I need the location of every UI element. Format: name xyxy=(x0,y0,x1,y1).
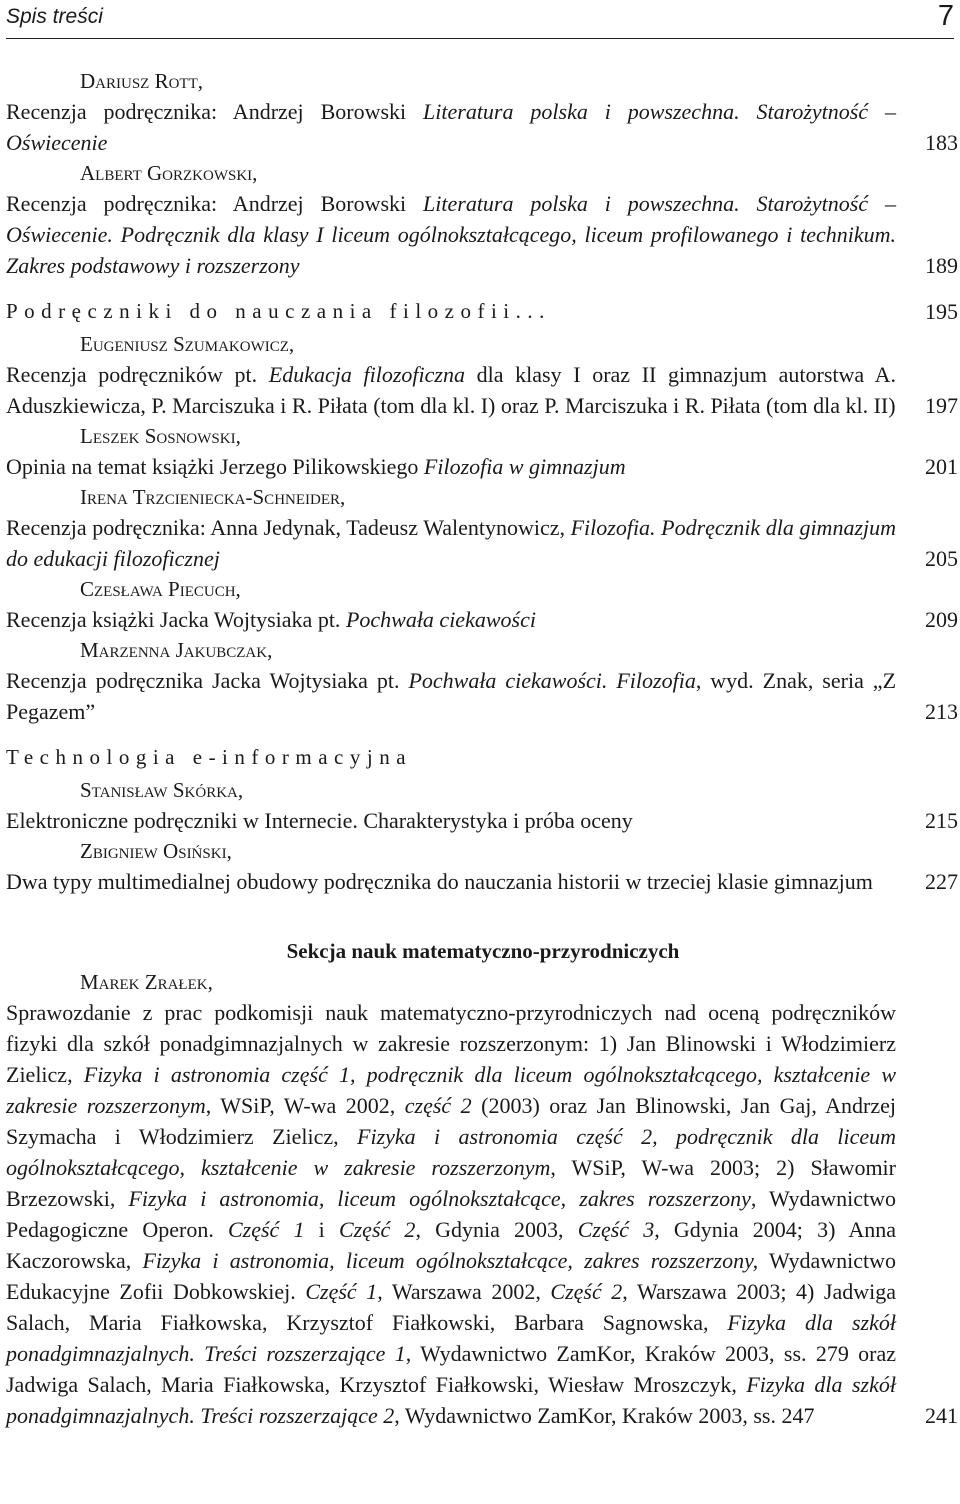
page-number: 215 xyxy=(925,808,958,833)
entry-title xyxy=(6,96,896,158)
title-segment: część 2 xyxy=(404,1093,472,1118)
title-segment: Recenzja podręcznika: Andrzej Borowski xyxy=(6,191,424,216)
title-segment: Fizyka i astronomia, liceum ogólnokształcące, zakres rozszerzony xyxy=(128,1186,751,1211)
toc-entry xyxy=(6,421,960,482)
entry-title xyxy=(6,866,896,897)
title-segment: Sprawozdanie z prac podkomisji nauk matematyczno-przyrodniczych nad oceną podręczników fizyki dla szkół ponadgimnazjalnych w zakresie rozszerzonym: 1) Jan Blinowski i Włodzimierz Zielicz, xyxy=(6,1000,896,1087)
title-segment: Recenzja podręczników pt. xyxy=(6,362,269,387)
entry-title xyxy=(6,805,896,836)
title-segment: Fizyka i astronomia, liceum ogólnokształcące, zakres rozszerzony, xyxy=(142,1248,759,1273)
section-title: Podręczniki do nauczania filozofii... xyxy=(6,299,551,323)
entry-title xyxy=(6,665,896,727)
title-segment: , wyd. Znak, seria „Z Pegazem” xyxy=(6,668,897,724)
title-segment: Recenzja książki Jacka Wojtysiaka pt. xyxy=(6,607,346,632)
title-segment: , WSiP, W-wa 2002, xyxy=(205,1093,405,1118)
title-segment: Fizyka i astronomia część 1, podręcznik dla liceum ogólnokształcącego, kształcenie w zakresie rozszerzonym xyxy=(6,1062,896,1118)
toc-entry xyxy=(6,574,960,635)
entry-author: Marzenna Jakubczak, xyxy=(80,638,273,662)
toc-section xyxy=(6,741,960,773)
entry-author: Czesława Piecuch, xyxy=(80,577,241,601)
title-segment: Fizyka i astronomia część 2, podręcznik dla liceum ogólnokształcącego, kształcenie w zakresie rozszerzonym xyxy=(6,1124,896,1180)
title-segment: , Wydawnictwo ZamKor, Kraków 2003, ss. 247 xyxy=(394,1403,815,1428)
title-segment: , Warszawa 2002, xyxy=(377,1279,551,1304)
title-segment: (2003) oraz Jan Blinowski, Jan Gaj, Andrzej Szymacha i Włodzimierz Zielicz, xyxy=(6,1093,896,1149)
entry-author: Stanisław Skórka, xyxy=(80,778,244,802)
page-number: 195 xyxy=(925,299,958,324)
page-number: 213 xyxy=(925,699,958,724)
page-number: 201 xyxy=(925,454,958,479)
title-segment: Recenzja podręcznika: Anna Jedynak, Tadeusz Walentynowicz, xyxy=(6,515,571,540)
title-segment: Pochwała ciekawości. Filozofia xyxy=(408,668,696,693)
title-segment: Recenzja podręcznika: Andrzej Borowski xyxy=(6,99,424,124)
title-segment: Literatura polska i powszechna. Starożytność – Oświecenie. Podręcznik dla klasy I liceum ogólnokształcącego, liceum profilowanego i technikum. Zakres podstawowy i rozszerzony xyxy=(6,191,896,278)
section-title: Technologia e-informacyjna xyxy=(6,745,413,769)
page-number: 197 xyxy=(925,393,958,418)
running-header xyxy=(6,0,954,39)
page-number: 189 xyxy=(925,253,958,278)
toc-entry xyxy=(6,329,960,421)
title-segment: Część 2 xyxy=(550,1279,623,1304)
toc-entry xyxy=(6,158,960,281)
entry-title xyxy=(6,997,896,1431)
page-number: 209 xyxy=(925,607,958,632)
toc-entry xyxy=(6,967,960,1431)
entry-author: Albert Gorzkowski, xyxy=(80,161,258,185)
title-segment: , WSiP, W-wa 2003; 2) Sławomir Brzezowski, xyxy=(6,1155,896,1211)
toc-entry xyxy=(6,66,960,158)
title-segment: Część 1 xyxy=(305,1279,378,1304)
title-segment: Recenzja podręcznika Jacka Wojtysiaka pt. xyxy=(6,668,409,693)
entry-author: Leszek Sosnowski, xyxy=(80,424,241,448)
title-segment: i xyxy=(304,1217,339,1242)
toc-entry xyxy=(6,635,960,727)
entry-title xyxy=(6,188,896,281)
page-number: 183 xyxy=(925,130,958,155)
title-segment: Fizyka dla szkół ponadgimnazjalnych. Treści rozszerzające 2 xyxy=(6,1372,896,1428)
title-segment: Filozofia w gimnazjum xyxy=(423,454,626,479)
title-segment: Dwa typy multimedialnej obudowy podręcznika do nauczania historii w trzeciej klasie gimnazjum xyxy=(6,869,873,894)
title-segment: Część 1 xyxy=(227,1217,305,1242)
title-segment: , Wydawnictwo Pedagogiczne Operon. xyxy=(6,1186,896,1242)
title-segment: Fizyka dla szkół ponadgimnazjalnych. Treści rozszerzające 1 xyxy=(6,1310,896,1366)
title-segment: Pochwała ciekawości xyxy=(345,607,536,632)
title-segment: Edukacja filozoficzna xyxy=(268,362,465,387)
title-segment: Elektroniczne podręczniki w Internecie. Charakterystyka i próba oceny xyxy=(6,808,633,833)
title-segment: Część 2 xyxy=(338,1217,416,1242)
title-segment: , Gdynia 2004; 3) Anna Kaczorowska, xyxy=(6,1217,897,1273)
toc-entry xyxy=(6,836,960,897)
header-title: Spis treści xyxy=(6,5,103,28)
header-page-number: 7 xyxy=(937,0,954,32)
title-segment: Wydawnictwo Edukacyjne Zofii Dobkowskiej. xyxy=(6,1248,896,1304)
toc-entry xyxy=(6,775,960,836)
entry-title xyxy=(6,359,896,421)
entry-title xyxy=(6,604,896,635)
title-segment: Opinia na temat książki Jerzego Pilikowskiego xyxy=(6,454,424,479)
entry-author: Irena Trzcieniecka-Schneider, xyxy=(80,485,346,509)
entry-title xyxy=(6,451,896,482)
section-heading: Sekcja nauk matematyczno-przyrodniczych xyxy=(286,939,680,963)
page-number: 205 xyxy=(925,546,958,571)
page-number: 227 xyxy=(925,869,958,894)
title-segment: Część 3 xyxy=(577,1217,655,1242)
title-segment: , Wydawnictwo ZamKor, Kraków 2003, ss. 279 oraz Jadwiga Salach, Maria Fiałkowska, Krzysztof Fiałkowski, Wiesław Mroszczyk, xyxy=(6,1341,896,1397)
entry-title xyxy=(6,512,896,574)
title-segment: dla klasy I oraz II gimnazjum autorstwa A. Aduszkiewicza, P. Marciszuka i R. Piłata (tom dla kl. I) oraz P. Marciszuka i R. Piłata (tom dla kl. II) xyxy=(6,362,897,418)
title-segment: Literatura polska i powszechna. Starożytność – Oświecenie xyxy=(6,99,896,155)
entry-author: Eugeniusz Szumakowicz, xyxy=(80,332,295,356)
toc-section xyxy=(6,295,960,327)
page-number: 241 xyxy=(925,1403,958,1428)
toc-entry xyxy=(6,482,960,574)
title-segment: , Warszawa 2003; 4) Jadwiga Salach, Maria Fiałkowska, Krzysztof Fiałkowski, Barbara Sagnowska, xyxy=(6,1279,896,1335)
table-of-contents xyxy=(6,66,960,1431)
title-segment: Filozofia. Podręcznik dla gimnazjum do edukacji filozoficznej xyxy=(6,515,897,571)
title-segment: , Gdynia 2003, xyxy=(415,1217,578,1242)
entry-author: Dariusz Rott, xyxy=(80,69,203,93)
entry-author: Zbigniew Osiński, xyxy=(80,839,232,863)
entry-author: Marek Zrałek, xyxy=(80,970,213,994)
